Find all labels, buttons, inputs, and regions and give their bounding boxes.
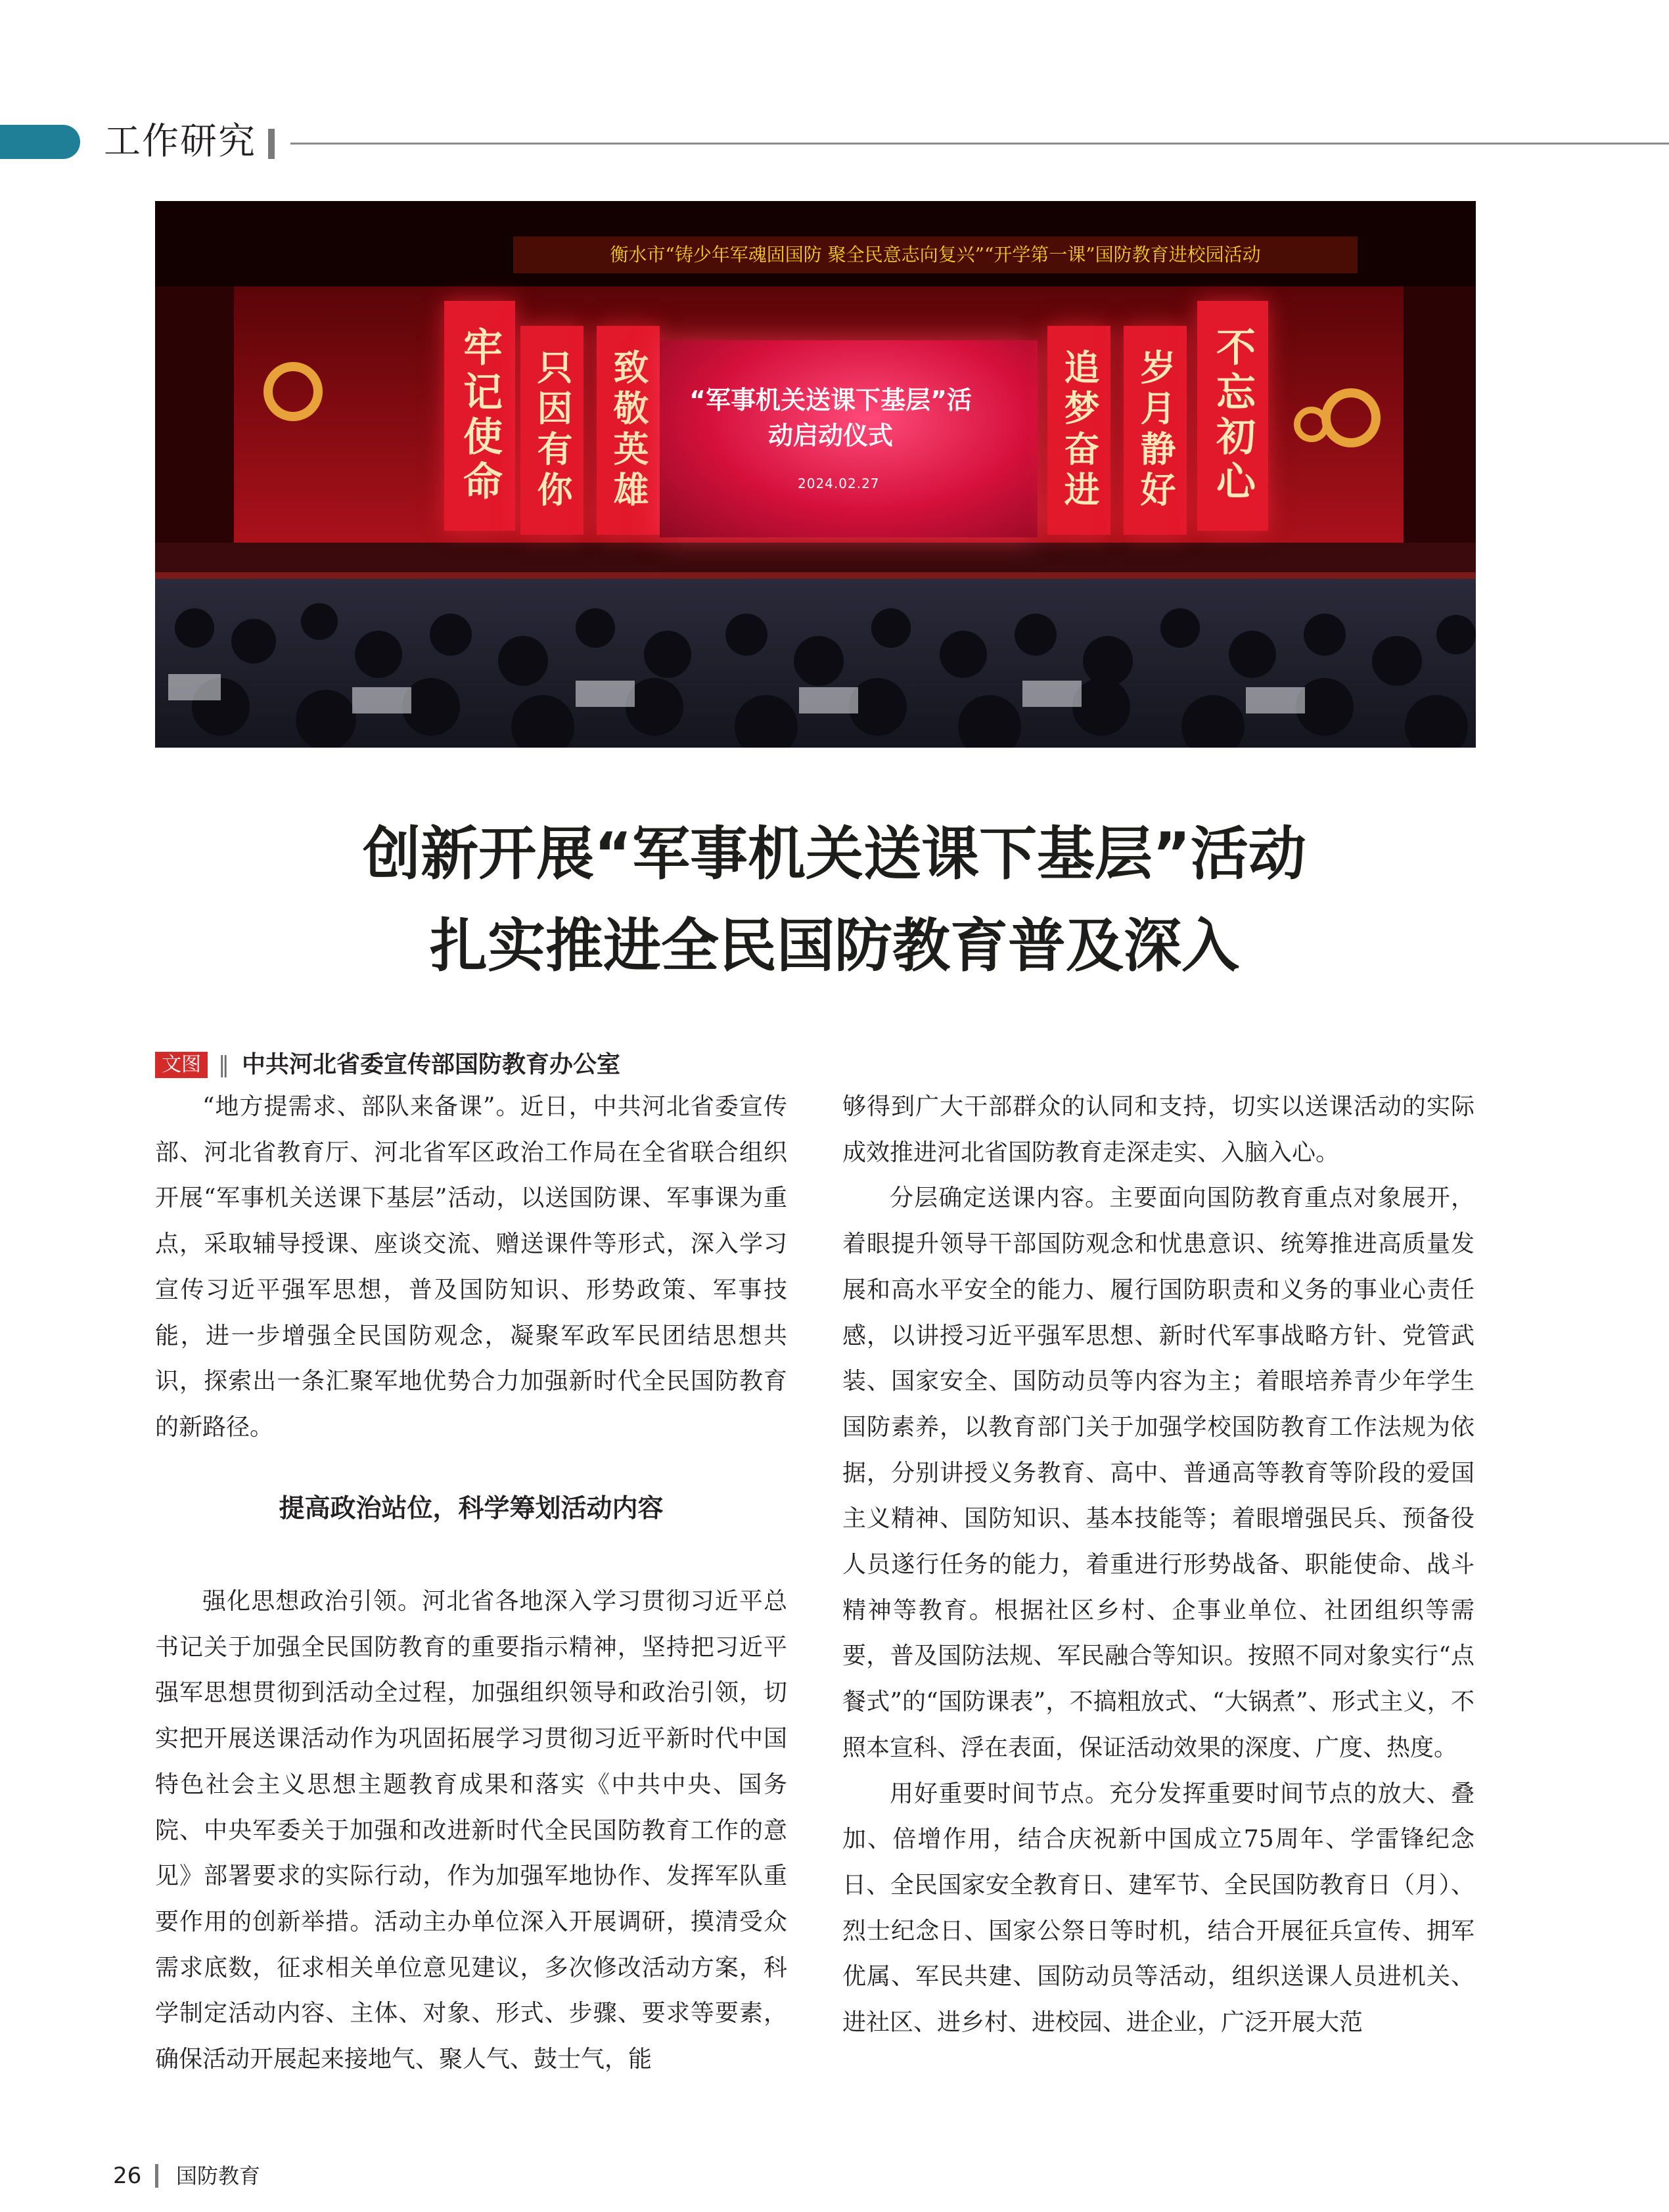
screen-date: 2024.02.27	[798, 476, 880, 491]
time-nodes-paragraph: 用好重要时间节点。充分发挥重要时间节点的放大、叠加、倍增作用，结合庆祝新中国成立75周年、学雷锋纪念日、全民国家安全教育日、建军节、全民国防教育日（月）、烈士纪念日、国家公祭日等时机，结合开展征兵宣传、拥军优属、军民共建、国防动员等活动，组织送课人员进机关、进社区、进乡村、进校园、进企业，广泛开展大范	[842, 1780, 1475, 2037]
content-layering-paragraph: 分层确定送课内容。主要面向国防教育重点对象展开，着眼提升领导干部国防观念和忧患意识、统筹推进高质量发展和高水平安全的能力、履行国防职责和义务的事业心责任感，以讲授习近平强军思想、新时代军事战略方针、党管武装、国家安全、国防动员等内容为主；着眼培养青少年学生国防素养，以教育部门关于加强学校国防教育工作法规为依据，分别讲授义务教育、高中、普通高等教育等阶段的爱国主义精神、国防知识、基本技能等；着眼增强民兵、预备役人员遂行任务的能力，着重进行形势战备、职能使命、战斗精神等教育。根据社区乡村、企事业单位、社团组织等需要，普及国防法规、军民融合等知识。按照不同对象实行“点餐式”的“国防课表”，不搞粗放式、“大锅煮”、形式主义，不照本宣科、浮在表面，保证活动效果的深度、广度、热度。	[842, 1185, 1475, 1761]
event-photo	[155, 201, 1476, 748]
byline-separator: ‖	[218, 1052, 229, 1078]
section-tab-marker	[0, 125, 80, 159]
section-title: 工作研究	[104, 120, 256, 163]
stage-panel-3: 致敬英雄	[597, 326, 660, 535]
right-column	[842, 1084, 1475, 2046]
section-heading: 提高政治站位，科学筹划活动内容	[279, 1494, 664, 1524]
section-divider-bar	[268, 129, 275, 159]
stage-panel-1: 牢记使命	[444, 301, 515, 531]
stage-banner: 衡水市“铸少年军魂固国防 聚全民意志向复兴”“开学第一课”国防教育进校园活动	[513, 237, 1358, 273]
political-guidance-paragraph: 强化思想政治引领。河北省各地深入学习贯彻习近平总书记关于加强全民国防教育的重要指示精神，坚持把习近平强军思想贯彻到活动全过程，加强组织领导和政治引领，切实把开展送课活动作为巩固拓展学习贯彻习近平新时代中国特色社会主义思想主题教育成果和落实《中共中央、国务院、中央军委关于加强和改进新时代全民国防教育工作的意见》部署要求的实际行动，作为加强军地协作、发挥军队重要作用的创新举措。活动主办单位深入开展调研，摸清受众需求底数，征求相关单位意见建议，多次修改活动方案，科学制定活动内容、主体、对象、形式、步骤、要求等要素，确保活动开展起来接地气、聚人气、鼓士气，能	[155, 1588, 787, 2073]
stage-panel-6: 不忘初心	[1197, 301, 1268, 531]
page-number: 26	[113, 2163, 142, 2189]
continued-paragraph: 够得到广大干部群众的认同和支持，切实以送课活动的实际成效推进河北省国防教育走深走实、入脑入心。	[842, 1093, 1475, 1166]
stage-screen	[660, 340, 1038, 537]
article-title-line-1: 创新开展“军事机关送课下基层”活动	[363, 820, 1306, 888]
left-column-body	[155, 1579, 787, 2083]
header-rule	[290, 143, 1669, 145]
intro-paragraph: “地方提需求、部队来备课”。近日，中共河北省委宣传部、河北省教育厅、河北省军区政治工作局在全省联合组织开展“军事机关送课下基层”活动，以送国防课、军事课为重点，采取辅导授课、座谈交流、赠送课件等形式，深入学习宣传习近平强军思想，普及国防知识、形势政策、军事技能，进一步增强全民国防观念，凝聚军政军民团结思想共识，探索出一条汇聚军地优势合力加强新时代全民国防教育的新路径。	[155, 1093, 787, 1441]
footer-divider	[155, 2164, 158, 2188]
byline-tag: 文图	[155, 1052, 208, 1078]
article-title-line-2: 扎实推进全民国防教育普及深入	[429, 912, 1239, 980]
stage-panel-2: 只因有你	[520, 326, 583, 535]
left-column-intro	[155, 1084, 787, 1451]
screen-title: “军事机关送课下基层”活动启动仪式	[689, 386, 972, 450]
stage-panel-5: 岁月静好	[1124, 326, 1187, 535]
magazine-name: 国防教育	[176, 2163, 261, 2188]
byline-author: 中共河北省委宣传部国防教育办公室	[242, 1051, 621, 1078]
stage-panel-4: 追梦奋进	[1047, 326, 1110, 535]
